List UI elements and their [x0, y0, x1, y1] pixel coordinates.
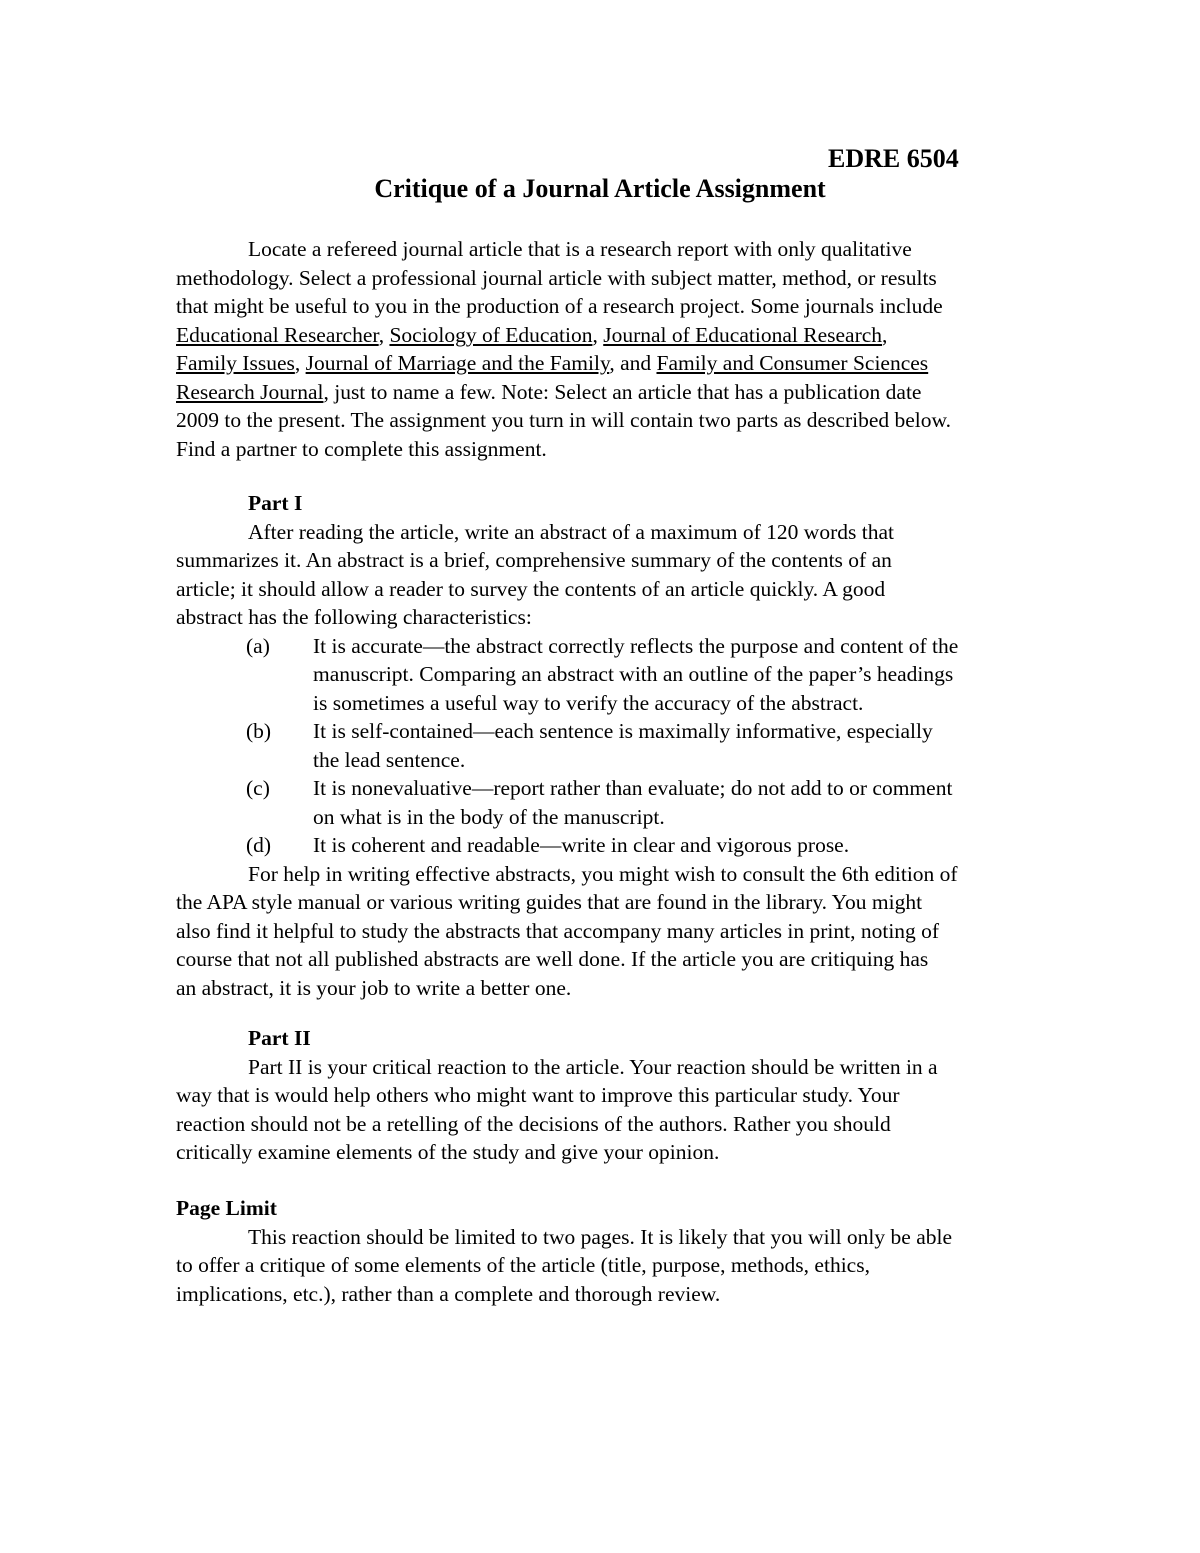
list-item-label: (a) [246, 633, 270, 658]
list-item [176, 774, 1036, 831]
list-item [176, 717, 1036, 774]
text-line: It is nonevaluative—report rather than evaluate; do not add to or comment [313, 776, 953, 800]
list-item [176, 831, 1036, 860]
journal-sociology-of-education: Sociology of Education [389, 322, 593, 347]
text-line: abstract has the following characteristics: [176, 605, 532, 629]
text-line: also find it helpful to study the abstracts that accompany many articles in print, noting of [176, 918, 940, 943]
text-line: way that is would help others who might want to improve this particular study. Your [176, 1083, 900, 1107]
text-line: Part II is your critical reaction to the article. Your reaction should be written in a [248, 1054, 938, 1079]
text-line: methodology. Select a professional journal article with subject matter, method, or results [176, 265, 937, 290]
text-line: reaction should not be a retelling of the decisions of the authors. Rather you should [176, 1111, 891, 1136]
journal-family-consumer-sciences: Family and Consumer Sciences [656, 351, 929, 375]
journal-of-marriage-and-family: Journal of Marriage and the Family [305, 351, 610, 375]
journal-family-consumer-sciences-cont: Research Journal [176, 379, 324, 404]
text-line: Locate a refereed journal article that is a research report with only qualitative [248, 237, 912, 261]
part-1-section [176, 489, 1036, 1002]
list-item-label: (c) [246, 776, 270, 800]
course-code: EDRE 6504 [828, 144, 959, 173]
text-line: the APA style manual or various writing guides that are found in the library. You might [176, 890, 923, 914]
part-2-section [176, 1024, 1036, 1167]
text-line: Find a partner to complete this assignment. [176, 436, 547, 461]
text-line: 2009 to the present. The assignment you turn in will contain two parts as described below. [176, 408, 952, 432]
list-item-label: (b) [246, 719, 272, 743]
part-1-heading: Part I [248, 491, 303, 515]
journal-of-educational-research: Journal of Educational Research [603, 322, 883, 347]
text-line: Research Journal, just to name a few. Note: Select an article that has a publication date [176, 379, 922, 404]
page-limit-section [176, 1194, 1036, 1308]
text-line: on what is in the body of the manuscript. [313, 804, 665, 829]
text-line: the lead sentence. [313, 747, 466, 772]
text-line: course that not all published abstracts are well done. If the article you are critiquing has [176, 947, 929, 971]
intro-paragraph [176, 235, 1036, 463]
page-title: Critique of a Journal Article Assignment [374, 174, 826, 203]
text-line: summarizes it. An abstract is a brief, comprehensive summary of the contents of an [176, 548, 892, 572]
text-line: that might be useful to you in the production of a research project. Some journals include [176, 294, 943, 318]
text-line: to offer a critique of some elements of the article (title, purpose, methods, ethics, [176, 1253, 870, 1277]
journal-family-issues: Family Issues [176, 351, 295, 375]
page-limit-heading: Page Limit [176, 1196, 277, 1220]
list-item [176, 632, 1036, 718]
text-line: For help in writing effective abstracts, you might wish to consult the 6th edition of [248, 861, 958, 886]
text-line: critically examine elements of the study and give your opinion. [176, 1140, 720, 1164]
text-line: It is self-contained—each sentence is maximally informative, especially [313, 719, 933, 743]
text-line: It is accurate—the abstract correctly reflects the purpose and content of the [313, 633, 959, 658]
journal-educational-researcher: Educational Researcher [176, 322, 379, 347]
text-line: an abstract, it is your job to write a better one. [176, 975, 572, 1000]
text-line: After reading the article, write an abstract of a maximum of 120 words that [248, 519, 894, 544]
part-2-heading: Part II [248, 1026, 311, 1050]
text-line: article; it should allow a reader to survey the contents of an article quickly. A good [176, 576, 886, 601]
text-line: Family Issues, Journal of Marriage and the Family, and Family and Consumer Sciences [176, 351, 929, 375]
text-line: implications, etc.), rather than a complete and thorough review. [176, 1281, 721, 1306]
text-line: is sometimes a useful way to verify the accuracy of the abstract. [313, 690, 864, 715]
text-line: This reaction should be limited to two pages. It is likely that you will only be able [248, 1224, 952, 1249]
text-line: It is coherent and readable—write in clear and vigorous prose. [313, 833, 850, 857]
text-line: Educational Researcher, Sociology of Education, Journal of Educational Research, [176, 322, 888, 347]
list-item-label: (d) [246, 833, 272, 857]
text-line: manuscript. Comparing an abstract with an outline of the paper’s headings [313, 662, 954, 686]
